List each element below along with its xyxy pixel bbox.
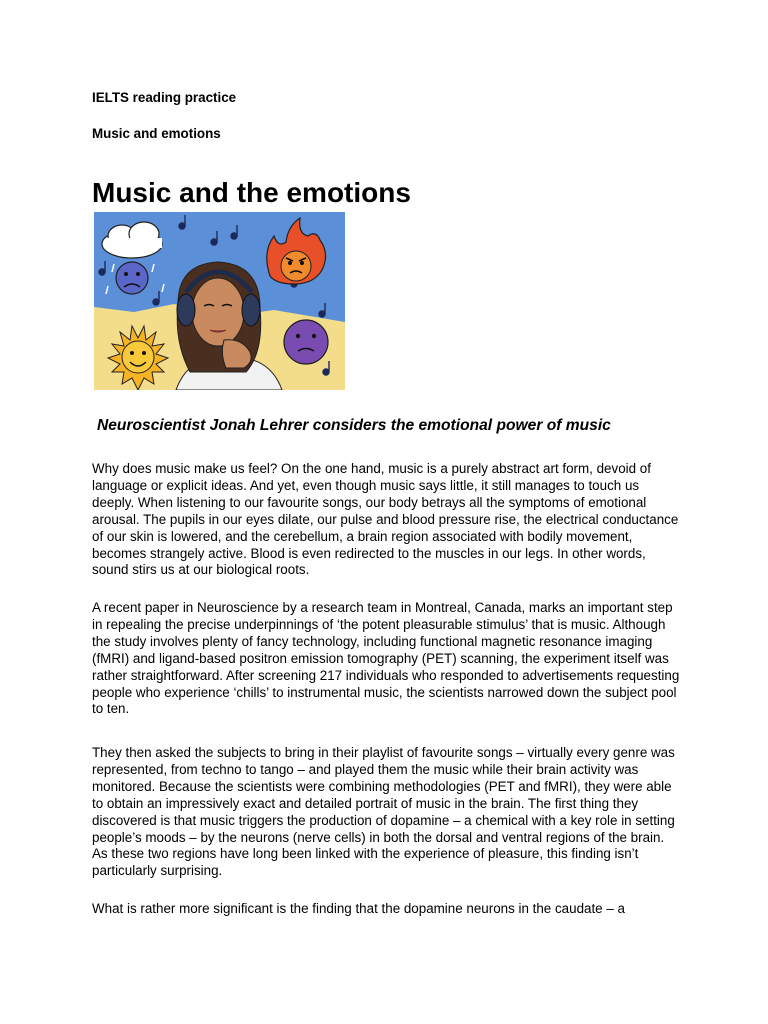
body-paragraph-4: What is rather more significant is the finding that the dopamine neurons in the caudate – a bbox=[92, 901, 625, 916]
article-title: Music and the emotions bbox=[92, 177, 411, 208]
body-paragraph-1: Why does music make us feel? On the one hand, music is a purely abstract art form, devoid of language or explicit ideas. And yet, even though music says little, it still manages to touch us deeply. When listening to our favourite songs, our body betrays all the symptoms of emotional arousal. The pupils in our eyes dilate, our pulse and blood pressure rise, the electrical conductance of our skin is lowered, and the cerebellum, a brain region associated with bodily movement, becomes strangely active. Blood is even redirected to the muscles in our legs. In other words, sound stirs us at our biological roots. bbox=[92, 461, 679, 578]
body-paragraph-3: They then asked the subjects to bring in their playlist of favourite songs – virtually every genre was represented, from techno to tango – and played them the music while their brain activity was monitored. Because the scientists were combining methodologies (PET and fMRI), they were able to obtain an impressively exact and detailed portrait of music in the brain. The first thing they discovered is that music triggers the production of dopamine – a chemical with a key role in setting people’s moods – by the neurons (nerve cells) in both the dorsal and ventral regions of the brain. As these two regions have long been linked with the experience of pleasure, this finding isn’t particularly surprising. bbox=[92, 745, 675, 879]
header-music-and-emotions: Music and emotions bbox=[92, 126, 221, 141]
sad-face-icon bbox=[116, 262, 148, 294]
purple-face-icon bbox=[284, 320, 328, 364]
body-paragraph-2: A recent paper in Neuroscience by a research team in Montreal, Canada, marks an important step in repealing the precise underpinnings of ‘the potent pleasurable stimulus’ that is music. Although the study involves plenty of fancy technology, including functional magnetic resonance imaging (fMRI) and ligand-based positron emission tomography (PET) scanning, the experiment itself was rather straightforward. After screening 217 individuals who responded to advertisements requesting people who experience ‘chills’ to instrumental music, the scientists narrowed down the subject pool to ten. bbox=[92, 600, 680, 717]
header-ielts-reading-practice: IELTS reading practice bbox=[92, 90, 237, 105]
article-subtitle: Neuroscientist Jonah Lehrer considers the emotional power of music bbox=[97, 417, 611, 434]
article-illustration bbox=[94, 212, 345, 390]
